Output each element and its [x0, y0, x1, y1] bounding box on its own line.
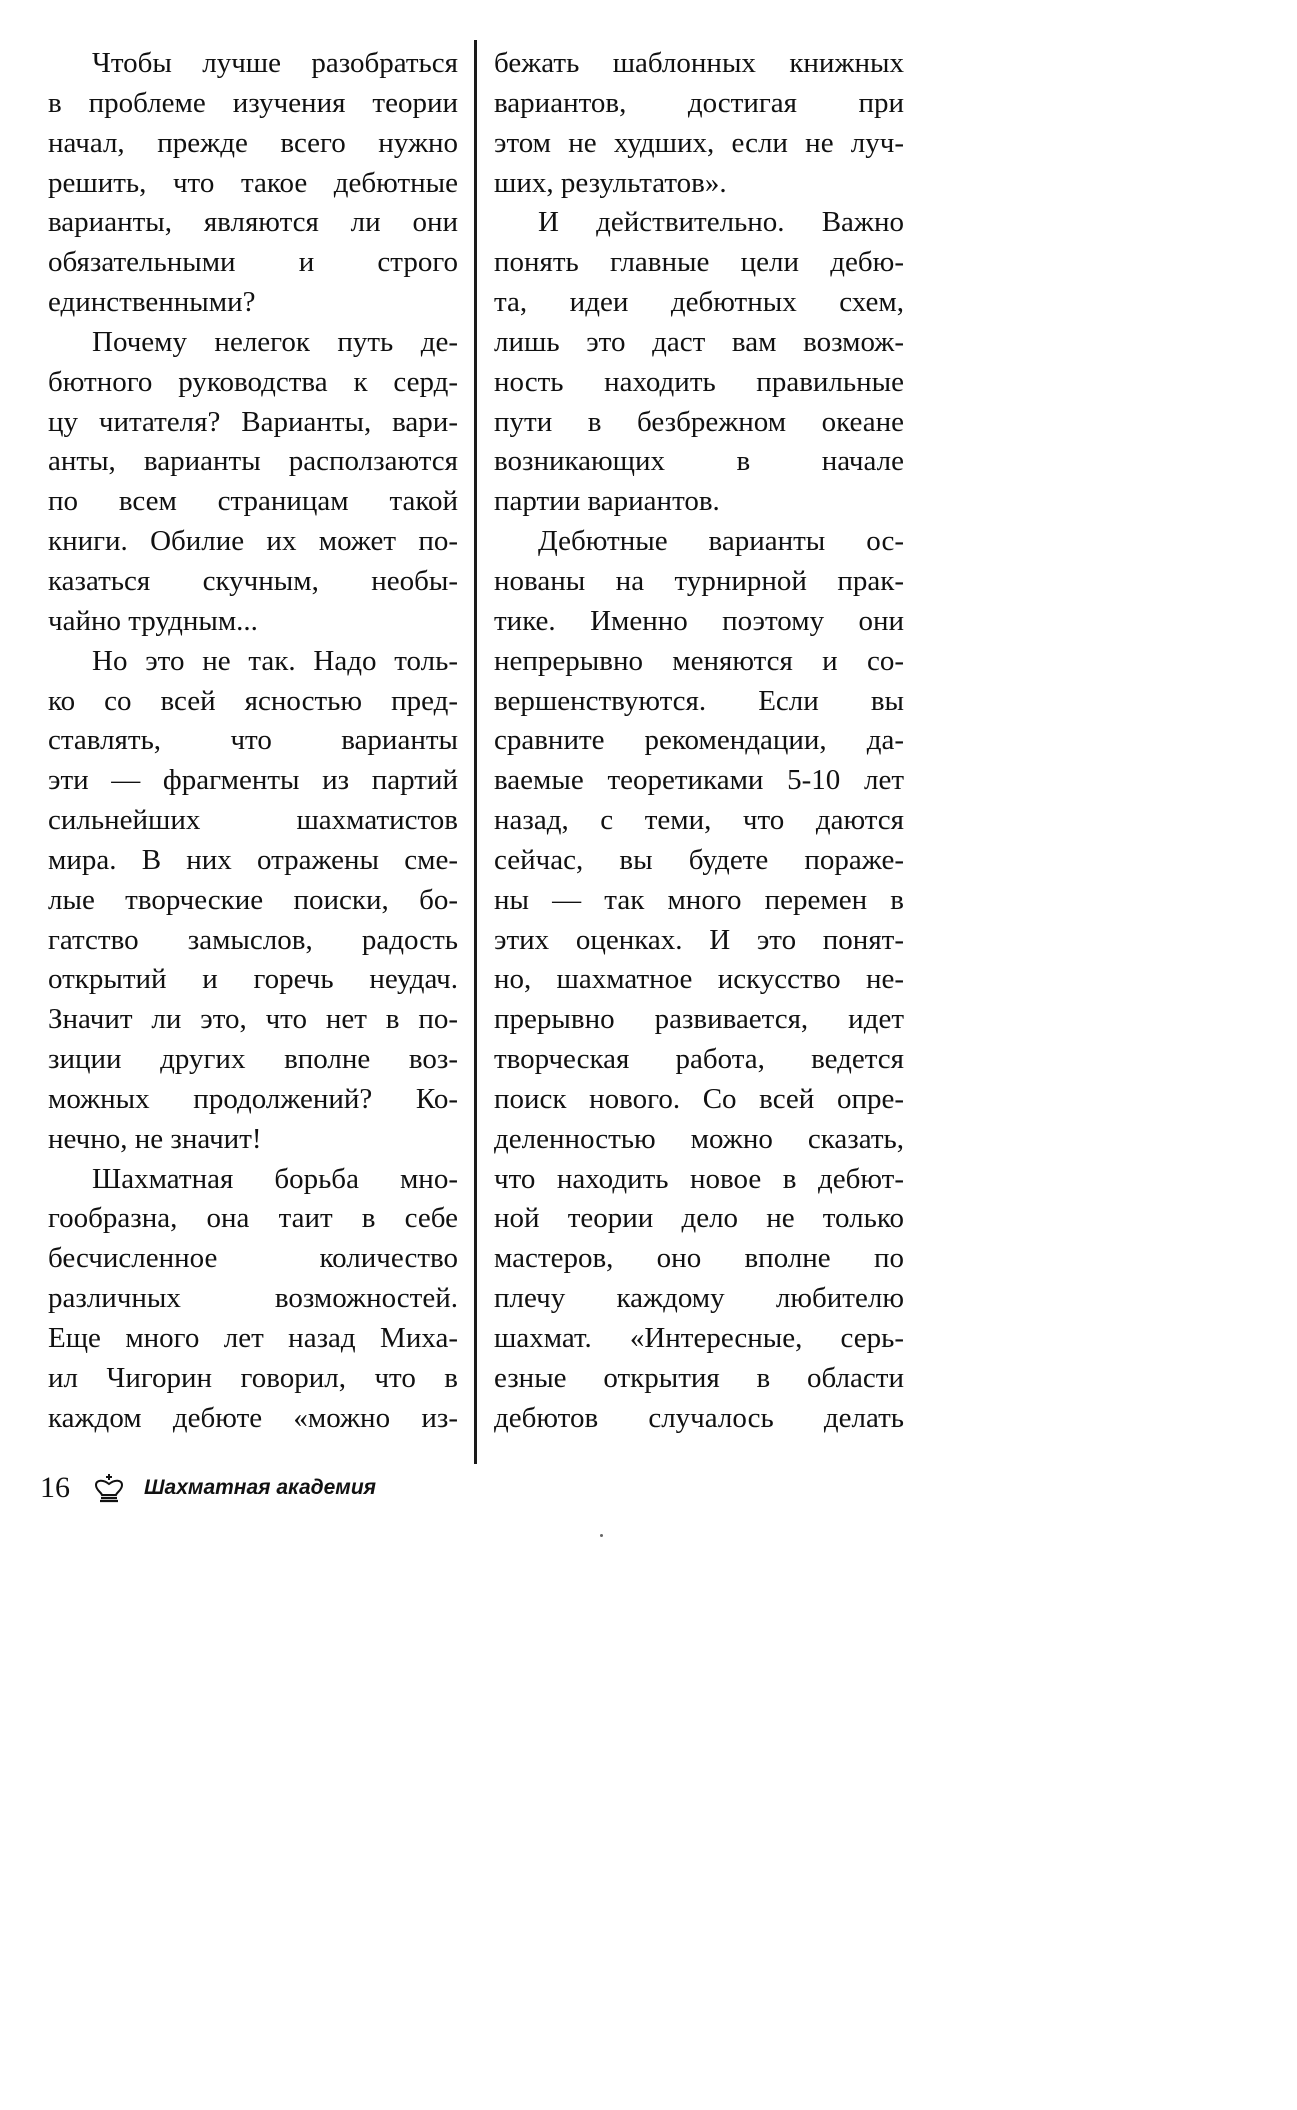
text-line: Чтобы лучше разобраться [92, 47, 458, 79]
text-line: Дебютные варианты ос- [538, 525, 904, 558]
text-line: нечно, не значит! [48, 1122, 262, 1155]
text-line: что находить новое в дебют- [494, 1162, 904, 1195]
section-title: Шахматная академия [144, 1476, 377, 1499]
text-line: плечу каждому любителю [494, 1282, 904, 1315]
text-line: Шахматная борьба мно- [92, 1162, 458, 1195]
text-line: зиции других вполне воз- [48, 1043, 458, 1076]
text-line: бютного руководства к серд- [48, 365, 458, 398]
text-line: ставлять, что варианты [48, 724, 458, 757]
text-line: можных продолжений? Ко- [48, 1082, 458, 1115]
print-speck [600, 1534, 603, 1537]
text-line: вершенствуются. Если вы [494, 684, 904, 717]
text-line: этом не худших, если не луч- [494, 126, 904, 159]
page-footer [40, 1468, 376, 1508]
text-line: варианты, являются ли они [48, 206, 458, 239]
text-line: начал, прежде всего нужно [48, 126, 458, 159]
text-line: ваемые теоретиками 5-10 лет [494, 764, 904, 797]
text-line: партии вариантов. [494, 485, 720, 518]
text-line: та, идеи дебютных схем, [494, 286, 904, 319]
text-line: возникающих в начале [494, 445, 904, 478]
chess-king-crown-icon [92, 1473, 126, 1503]
text-line: обязательными и строго [48, 246, 458, 279]
text-line: решить, что такое дебютные [48, 166, 458, 199]
text-line: эти — фрагменты из партий [48, 764, 458, 797]
text-line: нованы на турнирной прак- [494, 564, 904, 597]
page-number: 16 [40, 1471, 70, 1504]
text-line: поиск нового. Со всей опре- [494, 1082, 904, 1115]
text-line: каждом дебюте «можно из- [48, 1401, 458, 1434]
text-line: сейчас, вы будете пораже- [494, 843, 904, 876]
text-line: анты, варианты расползаются [48, 445, 458, 478]
text-line: творческая работа, ведется [494, 1043, 904, 1076]
text-line: пути в безбрежном океане [494, 405, 904, 438]
text-line: понять главные цели дебю- [494, 246, 904, 279]
text-line: тике. Именно поэтому они [494, 604, 904, 637]
text-line: лые творческие поиски, бо- [48, 883, 458, 916]
text-line: открытий и горечь неудач. [48, 963, 458, 996]
text-line: дебютов случалось делать [494, 1401, 904, 1434]
column-divider [474, 40, 477, 1464]
text-line: мастеров, оно вполне по [494, 1242, 904, 1275]
text-line: гообразна, она таит в себе [48, 1202, 458, 1235]
text-line: бежать шаблонных книжных [494, 47, 904, 79]
text-line: ной теории дело не только [494, 1202, 904, 1235]
text-line: ны — так много перемен в [494, 883, 904, 916]
text-line: книги. Обилие их может по- [48, 525, 458, 558]
text-line: сравните рекомендации, да- [494, 724, 904, 757]
text-line: деленностью можно сказать, [494, 1122, 904, 1155]
text-line: лишь это даст вам возмож- [494, 325, 904, 358]
text-line: непрерывно меняются и со- [494, 644, 904, 677]
text-line: гатство замыслов, радость [48, 923, 458, 956]
left-column [48, 44, 458, 1439]
text-line: цу читателя? Варианты, вари- [48, 405, 458, 438]
text-line: но, шахматное искусство не- [494, 963, 904, 996]
text-line: бесчисленное количество [48, 1242, 458, 1275]
text-line: этих оценках. И это понят- [494, 923, 904, 956]
text-line: по всем страницам такой [48, 485, 458, 518]
text-line: сильнейших шахматистов [48, 804, 458, 837]
text-line: казаться скучным, необы- [48, 564, 458, 597]
text-line: И действительно. Важно [538, 206, 904, 239]
text-line: ших, результатов». [494, 166, 727, 199]
text-line: в проблеме изучения теории [48, 86, 458, 119]
right-column [494, 44, 904, 1439]
text-line: езные открытия в области [494, 1361, 904, 1394]
text-line: Почему нелегок путь де- [92, 325, 458, 358]
text-line: Значит ли это, что нет в по- [48, 1003, 458, 1036]
text-line: ность находить правильные [494, 365, 904, 398]
text-line: ил Чигорин говорил, что в [48, 1361, 458, 1394]
text-line: ко со всей ясностью пред- [48, 684, 458, 717]
text-line: прерывно развивается, идет [494, 1003, 904, 1036]
text-line: мира. В них отражены сме- [48, 843, 458, 876]
text-line: Еще много лет назад Миха- [48, 1322, 458, 1354]
text-line: различных возможностей. [48, 1282, 458, 1315]
text-line: вариантов, достигая при [494, 86, 904, 119]
text-line: Но это не так. Надо толь- [92, 644, 458, 677]
text-line: чайно трудным... [48, 604, 258, 637]
text-line: шахмат. «Интересные, серь- [494, 1322, 904, 1354]
text-line: назад, с теми, что даются [494, 804, 904, 837]
text-line: единственными? [48, 286, 256, 319]
